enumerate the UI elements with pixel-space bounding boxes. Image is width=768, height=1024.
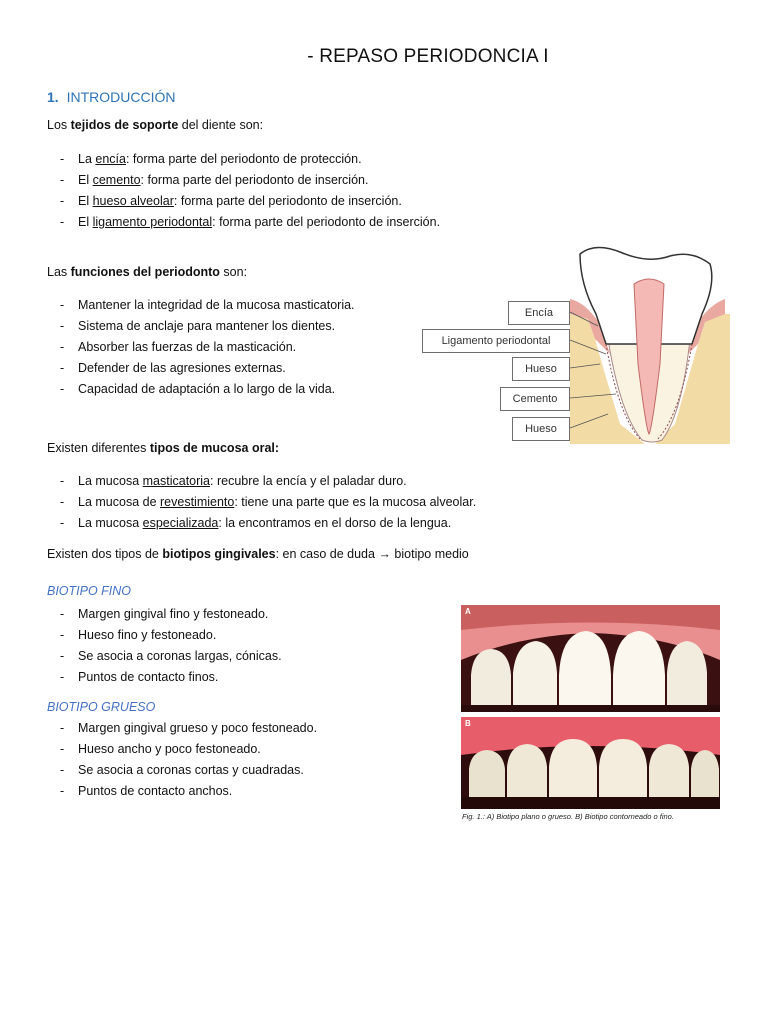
section-title: INTRODUCCIÓN — [66, 89, 176, 105]
item-post: : forma parte del periodonto de inserción. — [140, 173, 369, 187]
mucosa-intro-pre: Existen diferentes — [47, 441, 150, 455]
biotipos-intro-pre: Existen dos tipos de — [47, 547, 163, 561]
photo-panel-a — [461, 605, 720, 712]
label-hueso-2: Hueso — [512, 417, 570, 441]
biotipos-photo — [461, 605, 720, 825]
list-item: - Mantener la integridad de la mucosa masticatoria. — [60, 295, 355, 316]
item-pre: El — [78, 194, 93, 208]
tejidos-intro-bold: tejidos de soporte — [70, 118, 179, 132]
list-item: - Sistema de anclaje para mantener los dientes. — [60, 316, 355, 337]
item-post: : forma parte del periodonto de inserción. — [173, 194, 402, 208]
item-post: : forma parte del periodonto de inserción. — [212, 215, 441, 229]
fino-list — [60, 604, 282, 688]
item-pre: La mucosa — [78, 474, 143, 488]
label-encia: Encía — [508, 301, 570, 325]
item-term: masticatoria — [142, 474, 211, 488]
list-item: - Margen gingival grueso y poco festoneado. — [60, 718, 317, 739]
list-item: - Puntos de contacto anchos. — [60, 781, 317, 802]
item-term: encía — [95, 152, 126, 166]
item-term: cemento — [92, 173, 141, 187]
panel-a-label: A — [465, 607, 471, 616]
tejidos-intro — [47, 118, 263, 132]
item-pre: La mucosa — [78, 516, 143, 530]
item-pre: La mucosa de — [78, 495, 160, 509]
funciones-intro-post: son: — [219, 265, 248, 279]
list-item: - Capacidad de adaptación a lo largo de la vida. — [60, 379, 355, 400]
periodontium-diagram — [420, 244, 730, 444]
item-post: : la encontramos en el dorso de la lengua. — [218, 516, 452, 530]
section-number: 1. — [47, 89, 59, 105]
page-title: - REPASO PERIODONCIA I — [307, 46, 549, 67]
item-post: : recubre la encía y el paladar duro. — [210, 474, 407, 488]
item-term: hueso alveolar — [92, 194, 174, 208]
list-item: - Se asocia a coronas largas, cónicas. — [60, 646, 282, 667]
item-term: revestimiento — [160, 495, 235, 509]
tejidos-list — [60, 149, 440, 233]
list-item — [60, 191, 440, 212]
mucosa-intro-bold: tipos de mucosa oral: — [149, 441, 280, 455]
biotipo-fino-heading: BIOTIPO FINO — [47, 584, 132, 598]
section-heading — [47, 89, 175, 105]
item-term: especializada — [142, 516, 219, 530]
list-item — [60, 471, 476, 492]
funciones-intro-pre: Las — [47, 265, 71, 279]
photo-panel-b — [461, 717, 720, 809]
item-pre: La — [78, 152, 96, 166]
list-item: - Margen gingival fino y festoneado. — [60, 604, 282, 625]
list-item — [60, 212, 440, 233]
list-item: - Hueso ancho y poco festoneado. — [60, 739, 317, 760]
grueso-list — [60, 718, 317, 802]
panel-b-label: B — [465, 719, 471, 728]
list-item: - Se asocia a coronas cortas y cuadradas. — [60, 760, 317, 781]
list-item: - Absorber las fuerzas de la masticación. — [60, 337, 355, 358]
tejidos-intro-post: del diente son: — [178, 118, 264, 132]
item-pre: El — [78, 215, 93, 229]
biotipos-intro-bold: biotipos gingivales — [162, 547, 276, 561]
funciones-list — [60, 295, 355, 400]
item-pre: El — [78, 173, 93, 187]
label-ligamento: Ligamento periodontal — [422, 329, 570, 353]
biotipos-intro-end: biotipo medio — [390, 547, 469, 561]
item-term: ligamento periodontal — [92, 215, 213, 229]
biotipos-intro — [47, 547, 469, 561]
label-cemento: Cemento — [500, 387, 570, 411]
mucosa-intro — [47, 441, 279, 455]
tejidos-intro-pre: Los — [47, 118, 71, 132]
mucosa-list — [60, 471, 476, 534]
list-item: - Puntos de contacto finos. — [60, 667, 282, 688]
funciones-intro — [47, 265, 247, 279]
list-item — [60, 149, 440, 170]
list-item — [60, 513, 476, 534]
photo-caption: Fig. 1.: A) Biotipo plano o grueso. B) Biotipo contorneado o fino. — [462, 812, 674, 821]
item-post: : tiene una parte que es la mucosa alveolar. — [234, 495, 477, 509]
funciones-intro-bold: funciones del periodonto — [70, 265, 220, 279]
biotipos-intro-post: : en caso de duda — [275, 547, 379, 561]
item-post: : forma parte del periodonto de protección. — [125, 152, 362, 166]
list-item — [60, 492, 476, 513]
list-item: - Defender de las agresiones externas. — [60, 358, 355, 379]
list-item — [60, 170, 440, 191]
list-item: - Hueso fino y festoneado. — [60, 625, 282, 646]
arrow-right-icon: → — [378, 547, 391, 561]
biotipo-grueso-heading: BIOTIPO GRUESO — [47, 700, 156, 714]
label-hueso: Hueso — [512, 357, 570, 381]
